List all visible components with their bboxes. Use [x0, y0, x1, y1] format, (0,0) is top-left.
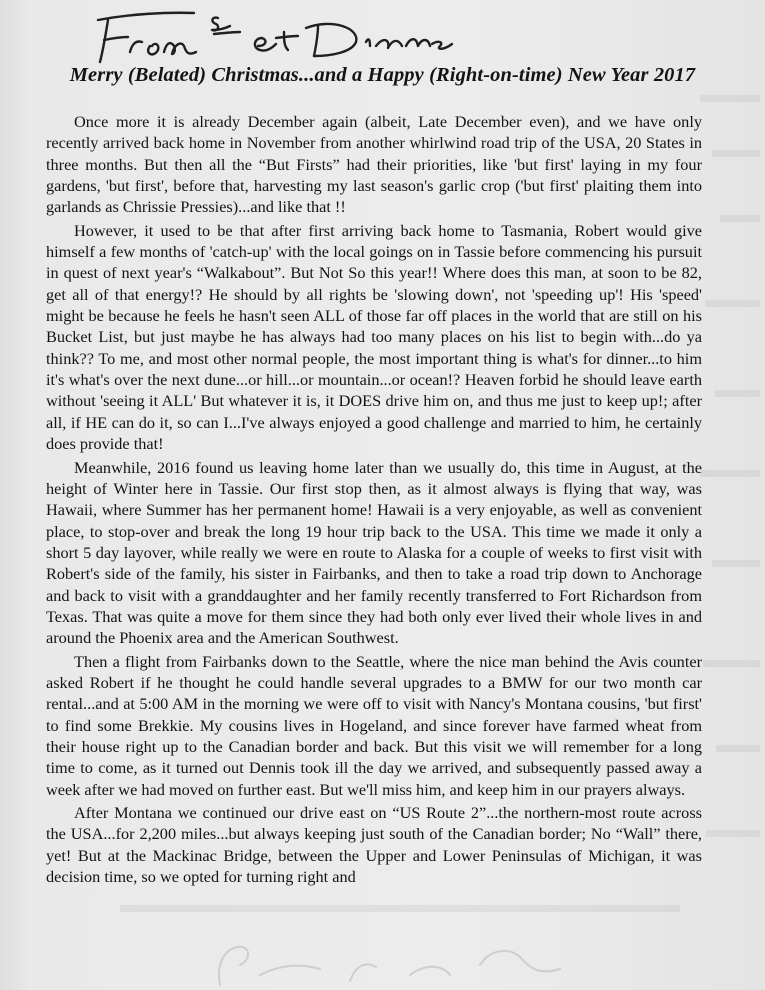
- paragraph-5: After Montana we continued our drive east on “US Route 2”...the northern-most route across the USA...for 2,200 miles...but always keeping just south of the Canadian border; No “Wall” there, yet! But at the Mackinac Bridge, between the Upper and Lower Peninsulas of Michigan, it was decision time, so we opted for turning right and: [46, 803, 702, 887]
- paragraph-4: Then a flight from Fairbanks down to the Seattle, where the nice man behind the Avis counter asked Robert if he thought he could handle several upgrades to a BMW for our two month car rental...and at 5:00 AM in the morning we were off to visit with Nancy's Montana cousins, 'but first' to find some Brekkie. My cousins lives in Hogeland, and since forever have farmed wheat from their house right up to the Canadian border and back. But this visit we will remember for a long time to come, as it turned out Dennis took ill the day we arrived, and subsequently passed away a week after we had moved on further east. But we'll miss him, and keep him in our prayers always.: [46, 651, 702, 799]
- letter-title: Merry (Belated) Christmas...and a Happy (Right-on-time) New Year 2017: [69, 64, 696, 86]
- handwritten-signature-header: [70, 6, 490, 68]
- letter-body: [46, 111, 702, 889]
- paragraph-3: Meanwhile, 2016 found us leaving home later than we usually do, this time in August, at the height of Winter here in Tassie. Our first stop then, as it almost always is flying that way, was Hawaii, where Summer has her permanent home! Hawaii is a very enjoyable, as well as convenient place, to stop-over and break the long 19 hour trip back to the USA. This time we made it only a short 5 day layover, while really we were en route to Alaska for a couple of weeks to first visit with Robert's side of the family, his sister in Fairbanks, and then to take a road trip down to Anchorage and back to visit with a granddaughter and her family recently transferred to Fort Richardson from Texas. That was quite a move for them since they had both only ever lived their whole lives in and around the Phoenix area and the American Southwest.: [46, 457, 702, 648]
- paragraph-1: Once more it is already December again (albeit, Late December even), and we have only recently arrived back home in November from another whirlwind road trip of the USA, 20 States in three months. But then all the “But Firsts” had their priorities, like 'but first' laying in my four gardens, 'but first', before that, harvesting my last season's garlic crop ('but first' plaiting them into garlands as Chrissie Pressies)...and like that !!: [46, 112, 702, 217]
- paragraph-2: However, it used to be that after first arriving back home to Tasmania, Robert would give himself a few months of 'catch-up' with the local goings on in Tassie before commencing his pursuit in quest of next year's “Walkabout”. But Not So this year!! Where does this man, at soon to be 82, get all of that energy!? He should by all rights be 'slowing down', not 'speeding up'! His 'speed' might be because he feels he hasn't seen ALL of those far off places in the world that are still on his Bucket List, but just maybe he has always had too many places on his list to begin with...do ya think?? To me, and most other normal people, the most important thing is what's for dinner...to him it's what's over the next dune...or hill...or mountain...or ocean!? Heaven forbid he should leave earth without 'seeing it ALL' But whatever it is, it DOES drive him on, and thus me just to keep up!; after all, if HE can do it, so can I...I've always enjoyed a good challenge and married to him, he certainly does provide that!: [46, 220, 702, 454]
- reverse-signature-bleed-through: [180, 935, 600, 990]
